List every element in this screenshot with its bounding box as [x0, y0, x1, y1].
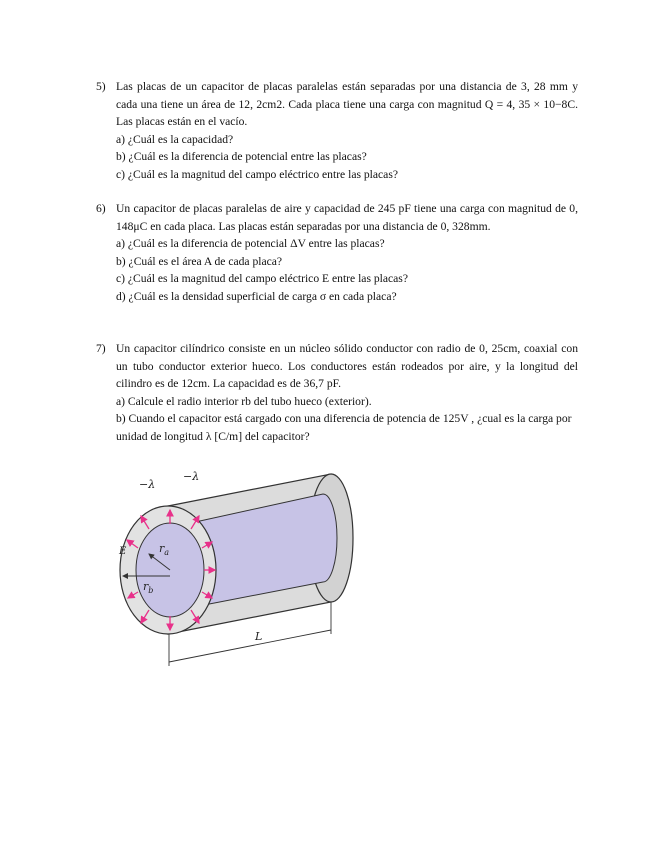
inner-charge-label: −λ: [139, 478, 156, 491]
field-label: E: [119, 546, 127, 557]
question-a: a) ¿Cuál es la capacidad?: [116, 132, 234, 146]
outer-charge-label: −λ: [183, 470, 200, 483]
ra-subscript: a: [164, 548, 170, 557]
problem-6: [96, 200, 578, 306]
problem-number: 7): [96, 342, 106, 355]
problem-statement: Un capacitor de placas paralelas de aire y capacidad de 245 pF tiene una carga con magnitud de 0, 148μC en cada placa. Las placas están separadas por una distancia de 0, 328mm.: [116, 202, 578, 233]
question-a: a) ¿Cuál es la diferencia de potencial ΔV entre las placas?: [116, 237, 385, 251]
problem-7: [96, 340, 578, 446]
question-a: a) Calcule el radio interior rb del tubo hueco (exterior).: [116, 394, 372, 408]
problem-5: [96, 78, 578, 184]
question-b: b) ¿Cuál es la diferencia de potencial entre las placas?: [116, 150, 367, 164]
question-b: b) Cuando el capacitor está cargado con una diferencia de potencia de 125V , ¿cual es la carga por unidad de longitud λ [C/m] del capacitor?: [116, 412, 572, 443]
question-d: d) ¿Cuál es la densidad superficial de carga σ en cada placa?: [116, 289, 397, 303]
question-c: c) ¿Cuál es la magnitud del campo eléctrico entre las placas?: [116, 167, 398, 181]
cylindrical-capacitor-figure: [113, 466, 403, 678]
length-dimension-line: [169, 630, 331, 662]
ra-letter: r: [159, 542, 165, 555]
question-c: c) ¿Cuál es la magnitud del campo eléctrico E entre las placas?: [116, 272, 408, 286]
problem-statement: Las placas de un capacitor de placas paralelas están separadas por una distancia de 3, 28 mm y cada una tiene un área de 12, 2cm2. Cada placa tiene una carga con magnitud Q = 4, 35 × 10−8C. Las placas están en el vacío.: [116, 80, 578, 129]
problem-number: 5): [96, 80, 106, 93]
problem-number: 6): [96, 202, 106, 215]
question-b: b) ¿Cuál es el área A de cada placa?: [116, 254, 283, 268]
problem-statement: Un capacitor cilíndrico consiste en un núcleo sólido conductor con radio de 0, 25cm, coaxial con un tubo conductor exterior hueco. Los conductores están rodeados por aire, y la longitud del cilindro es de 12cm. La capacidad es de 36,7 pF.: [116, 342, 578, 391]
rb-letter: r: [143, 580, 149, 593]
rb-subscript: b: [148, 586, 154, 595]
length-label: L: [255, 630, 263, 643]
